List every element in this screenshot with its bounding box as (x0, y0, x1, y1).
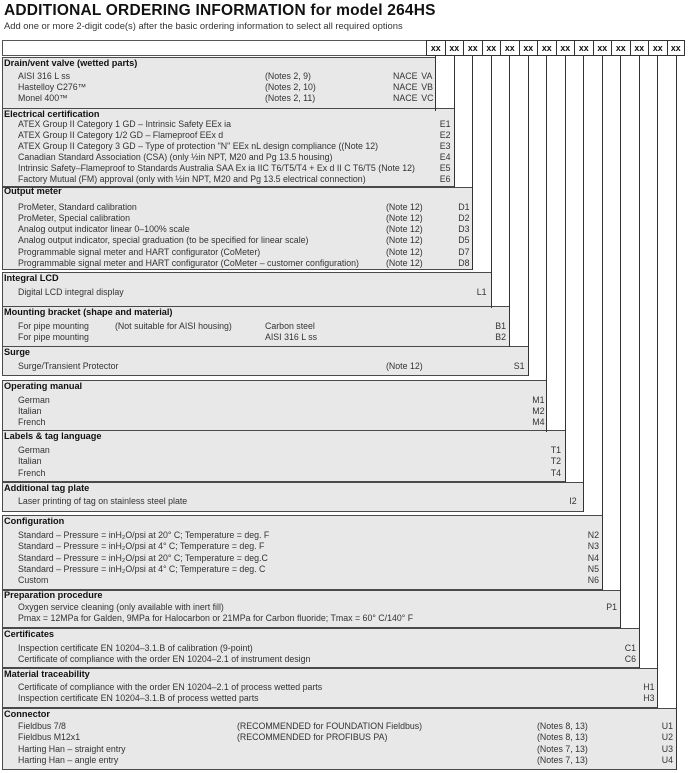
option-note: (Notes 8, 13) (537, 732, 588, 742)
option-label: For pipe mounting (18, 321, 89, 331)
option-code: P1 (606, 602, 618, 612)
option-label: Surge/Transient Protector (18, 361, 119, 371)
option-note: (Note 12) (386, 258, 423, 268)
option-label: ATEX Group II Category 1/2 GD – Flameproof EEx d (18, 130, 224, 140)
code-connector-line (528, 56, 529, 376)
option-code: N5 (587, 564, 599, 574)
option-label: Certificate of compliance with the order EN 10204–2.1 of process wetted parts (18, 682, 323, 692)
option-extra: NACE (393, 71, 418, 81)
option-label: Fieldbus 7/8 (18, 721, 66, 731)
code-placeholder-cell: xx (445, 40, 464, 56)
code-connector-line (639, 56, 640, 668)
option-label: Inspection certificate EN 10204–3.1.B of calibration (9-point) (18, 643, 253, 653)
option-note: (Note 12) (386, 247, 423, 257)
option-label: Standard – Pressure = inH₂O/psi at 4° C; Temperature = deg. F (18, 541, 265, 551)
option-label: Analog output indicator, special graduation (to be specified for linear scale) (18, 235, 309, 245)
option-label: Inspection certificate EN 10204–3.1.B of process wetted parts (18, 693, 259, 703)
option-code: E4 (439, 152, 451, 162)
section-title: Connector (4, 709, 50, 719)
option-label: Analog output indicator linear 0–100% scale (18, 224, 190, 234)
section-title: Integral LCD (4, 273, 59, 283)
section-title: Material traceability (4, 669, 90, 679)
option-code: H1 (643, 682, 655, 692)
code-placeholder-cell: xx (574, 40, 593, 56)
code-placeholder-cell: xx (556, 40, 575, 56)
code-placeholder-cell: xx (630, 40, 649, 56)
option-code: D7 (458, 247, 470, 257)
option-label: ATEX Group II Category 1 GD – Intrinsic Safety EEx ia (18, 119, 232, 129)
option-code: VB (421, 82, 433, 92)
section-title: Configuration (4, 516, 65, 526)
section-title: Electrical certification (4, 109, 100, 119)
option-label: ProMeter, Special calibration (18, 213, 130, 223)
option-note: (Note 12) (386, 224, 423, 234)
option-note: (Note 12) (386, 361, 423, 371)
option-label: Harting Han – angle entry (18, 755, 119, 765)
code-connector-line (620, 56, 621, 628)
option-code: D8 (458, 258, 470, 268)
option-code: C6 (624, 654, 636, 664)
option-label: ProMeter, Standard calibration (18, 202, 137, 212)
option-code: T4 (550, 468, 562, 478)
option-note: (Notes 2, 9) (265, 71, 311, 81)
option-label: Laser printing of tag on stainless steel plate (18, 496, 188, 506)
code-connector-line (454, 56, 455, 187)
code-connector-line (583, 56, 584, 512)
option-code: U3 (661, 744, 673, 754)
option-label: Harting Han – straight entry (18, 744, 126, 754)
option-label: Intrinsic Safety–Flameproof to Standards Australia SAA Ex ia IIC T6/T5/T4 + Ex d II C T6/T5 (Note 12) (18, 163, 415, 173)
option-note: (RECOMMENDED for FOUNDATION Fieldbus) (237, 721, 423, 731)
option-note: (Notes 2, 11) (265, 93, 316, 103)
code-connector-line (565, 56, 566, 482)
code-placeholder-row (426, 40, 685, 56)
option-label: French (18, 468, 46, 478)
code-placeholder-cell: xx (593, 40, 612, 56)
code-connector-line (435, 56, 436, 111)
section-box (2, 380, 547, 432)
option-note: (Note 12) (386, 213, 423, 223)
option-label: ATEX Group II Category 3 GD – Type of protection "N" EEx nL design compliance ((Note 12) (18, 141, 379, 151)
option-label: Oxygen service cleaning (only available with inert fill) (18, 602, 224, 612)
option-label: German (18, 445, 50, 455)
option-label: French (18, 417, 46, 427)
section-title: Labels & tag language (4, 431, 102, 441)
option-label: Standard – Pressure = inH₂O/psi at 20° C; Temperature = deg.C (18, 553, 268, 563)
option-label: Standard – Pressure = inH₂O/psi at 4° C; Temperature = deg. C (18, 564, 266, 574)
option-code: T1 (550, 445, 562, 455)
option-code: N4 (587, 553, 599, 563)
option-code: U2 (661, 732, 673, 742)
option-code: E6 (439, 174, 451, 184)
option-code: VC (421, 93, 434, 103)
option-label: Fieldbus M12x1 (18, 732, 81, 742)
option-label: Digital LCD integral display (18, 287, 124, 297)
option-code: D3 (458, 224, 470, 234)
code-connector-line (676, 56, 677, 770)
section-title: Drain/vent valve (wetted parts) (4, 58, 138, 68)
section-title: Certificates (4, 629, 55, 639)
option-note: (RECOMMENDED for PROFIBUS PA) (237, 732, 388, 742)
option-label: Custom (18, 575, 49, 585)
page-subtitle: Add one or more 2-digit code(s) after the basic ordering information to select all required options (4, 20, 403, 31)
section-title: Output meter (4, 186, 62, 196)
option-extra: NACE (393, 93, 418, 103)
code-connector-line (602, 56, 603, 590)
option-label: For pipe mounting (18, 332, 89, 342)
option-code: I2 (569, 496, 577, 506)
option-code: S1 (513, 361, 525, 371)
code-placeholder-cell: xx (426, 40, 445, 56)
option-label: Monel 400™ (18, 93, 68, 103)
code-placeholder-cell: xx (519, 40, 538, 56)
option-extra: Carbon steel (265, 321, 315, 331)
option-code: M2 (532, 406, 545, 416)
section-title: Surge (4, 347, 31, 357)
option-code: N3 (587, 541, 599, 551)
code-placeholder-cell: xx (537, 40, 556, 56)
code-placeholder-cell: xx (667, 40, 686, 56)
code-connector-line (509, 56, 510, 347)
option-code: VA (421, 71, 433, 81)
section-title: Additional tag plate (4, 483, 90, 493)
section-title: Operating manual (4, 381, 83, 391)
option-code: H3 (643, 693, 655, 703)
code-header-bar (2, 40, 427, 56)
option-note: (Not suitable for AISI housing) (115, 321, 232, 331)
code-placeholder-cell: xx (482, 40, 501, 56)
option-note: (Note 12) (386, 235, 423, 245)
option-note: (Note 12) (386, 202, 423, 212)
code-placeholder-cell: xx (611, 40, 630, 56)
option-code: E2 (439, 130, 451, 140)
option-label: AISI 316 L ss (18, 71, 70, 81)
option-code: M4 (532, 417, 545, 427)
option-label: Standard – Pressure = inH₂O/psi at 20° C; Temperature = deg. F (18, 530, 270, 540)
option-label: Hastelloy C276™ (18, 82, 87, 92)
option-code: E5 (439, 163, 451, 173)
code-placeholder-cell: xx (648, 40, 667, 56)
option-label: Pmax = 12MPa for Galden, 9MPa for Halocarbon or 21MPa for Carbon fluoride; Tmax = 60° C/140° F (18, 613, 414, 623)
option-label: Certificate of compliance with the order EN 10204–2.1 of instrument design (18, 654, 311, 664)
option-label: Programmable signal meter and HART configurator (CoMeter – customer configuration) (18, 258, 359, 268)
option-code: U1 (661, 721, 673, 731)
option-code: U4 (661, 755, 673, 765)
option-code: L1 (476, 287, 487, 297)
code-placeholder-cell: xx (463, 40, 482, 56)
option-code: D5 (458, 235, 470, 245)
option-code: T2 (550, 456, 562, 466)
option-code: E1 (439, 119, 451, 129)
code-connector-line (546, 56, 547, 432)
option-note: (Notes 8, 13) (537, 721, 588, 731)
code-connector-line (491, 56, 492, 308)
option-note: (Notes 2, 10) (265, 82, 316, 92)
code-connector-line (472, 56, 473, 270)
option-code: C1 (624, 643, 636, 653)
option-label: Italian (18, 456, 42, 466)
page-title: ADDITIONAL ORDERING INFORMATION for model 264HS (4, 2, 436, 19)
code-connector-line (657, 56, 658, 708)
option-note: (Notes 7, 13) (537, 744, 588, 754)
code-placeholder-cell: xx (500, 40, 519, 56)
option-code: N6 (587, 575, 599, 585)
option-code: N2 (587, 530, 599, 540)
option-extra: AISI 316 L ss (265, 332, 317, 342)
option-code: B1 (495, 321, 507, 331)
option-label: Programmable signal meter and HART configurator (CoMeter) (18, 247, 261, 257)
option-label: Italian (18, 406, 42, 416)
option-label: Canadian Standard Association (CSA) (only ½in NPT, M20 and Pg 13.5 housing) (18, 152, 333, 162)
section-title: Preparation procedure (4, 590, 103, 600)
option-extra: NACE (393, 82, 418, 92)
option-code: M1 (532, 395, 545, 405)
option-code: B2 (495, 332, 507, 342)
option-label: Factory Mutual (FM) approval (only with ½in NPT, M20 and Pg 13.5 electrical connection) (18, 174, 366, 184)
option-code: E3 (439, 141, 451, 151)
option-label: German (18, 395, 50, 405)
option-code: D1 (458, 202, 470, 212)
section-title: Mounting bracket (shape and material) (4, 307, 173, 317)
option-note: (Notes 7, 13) (537, 755, 588, 765)
option-code: D2 (458, 213, 470, 223)
